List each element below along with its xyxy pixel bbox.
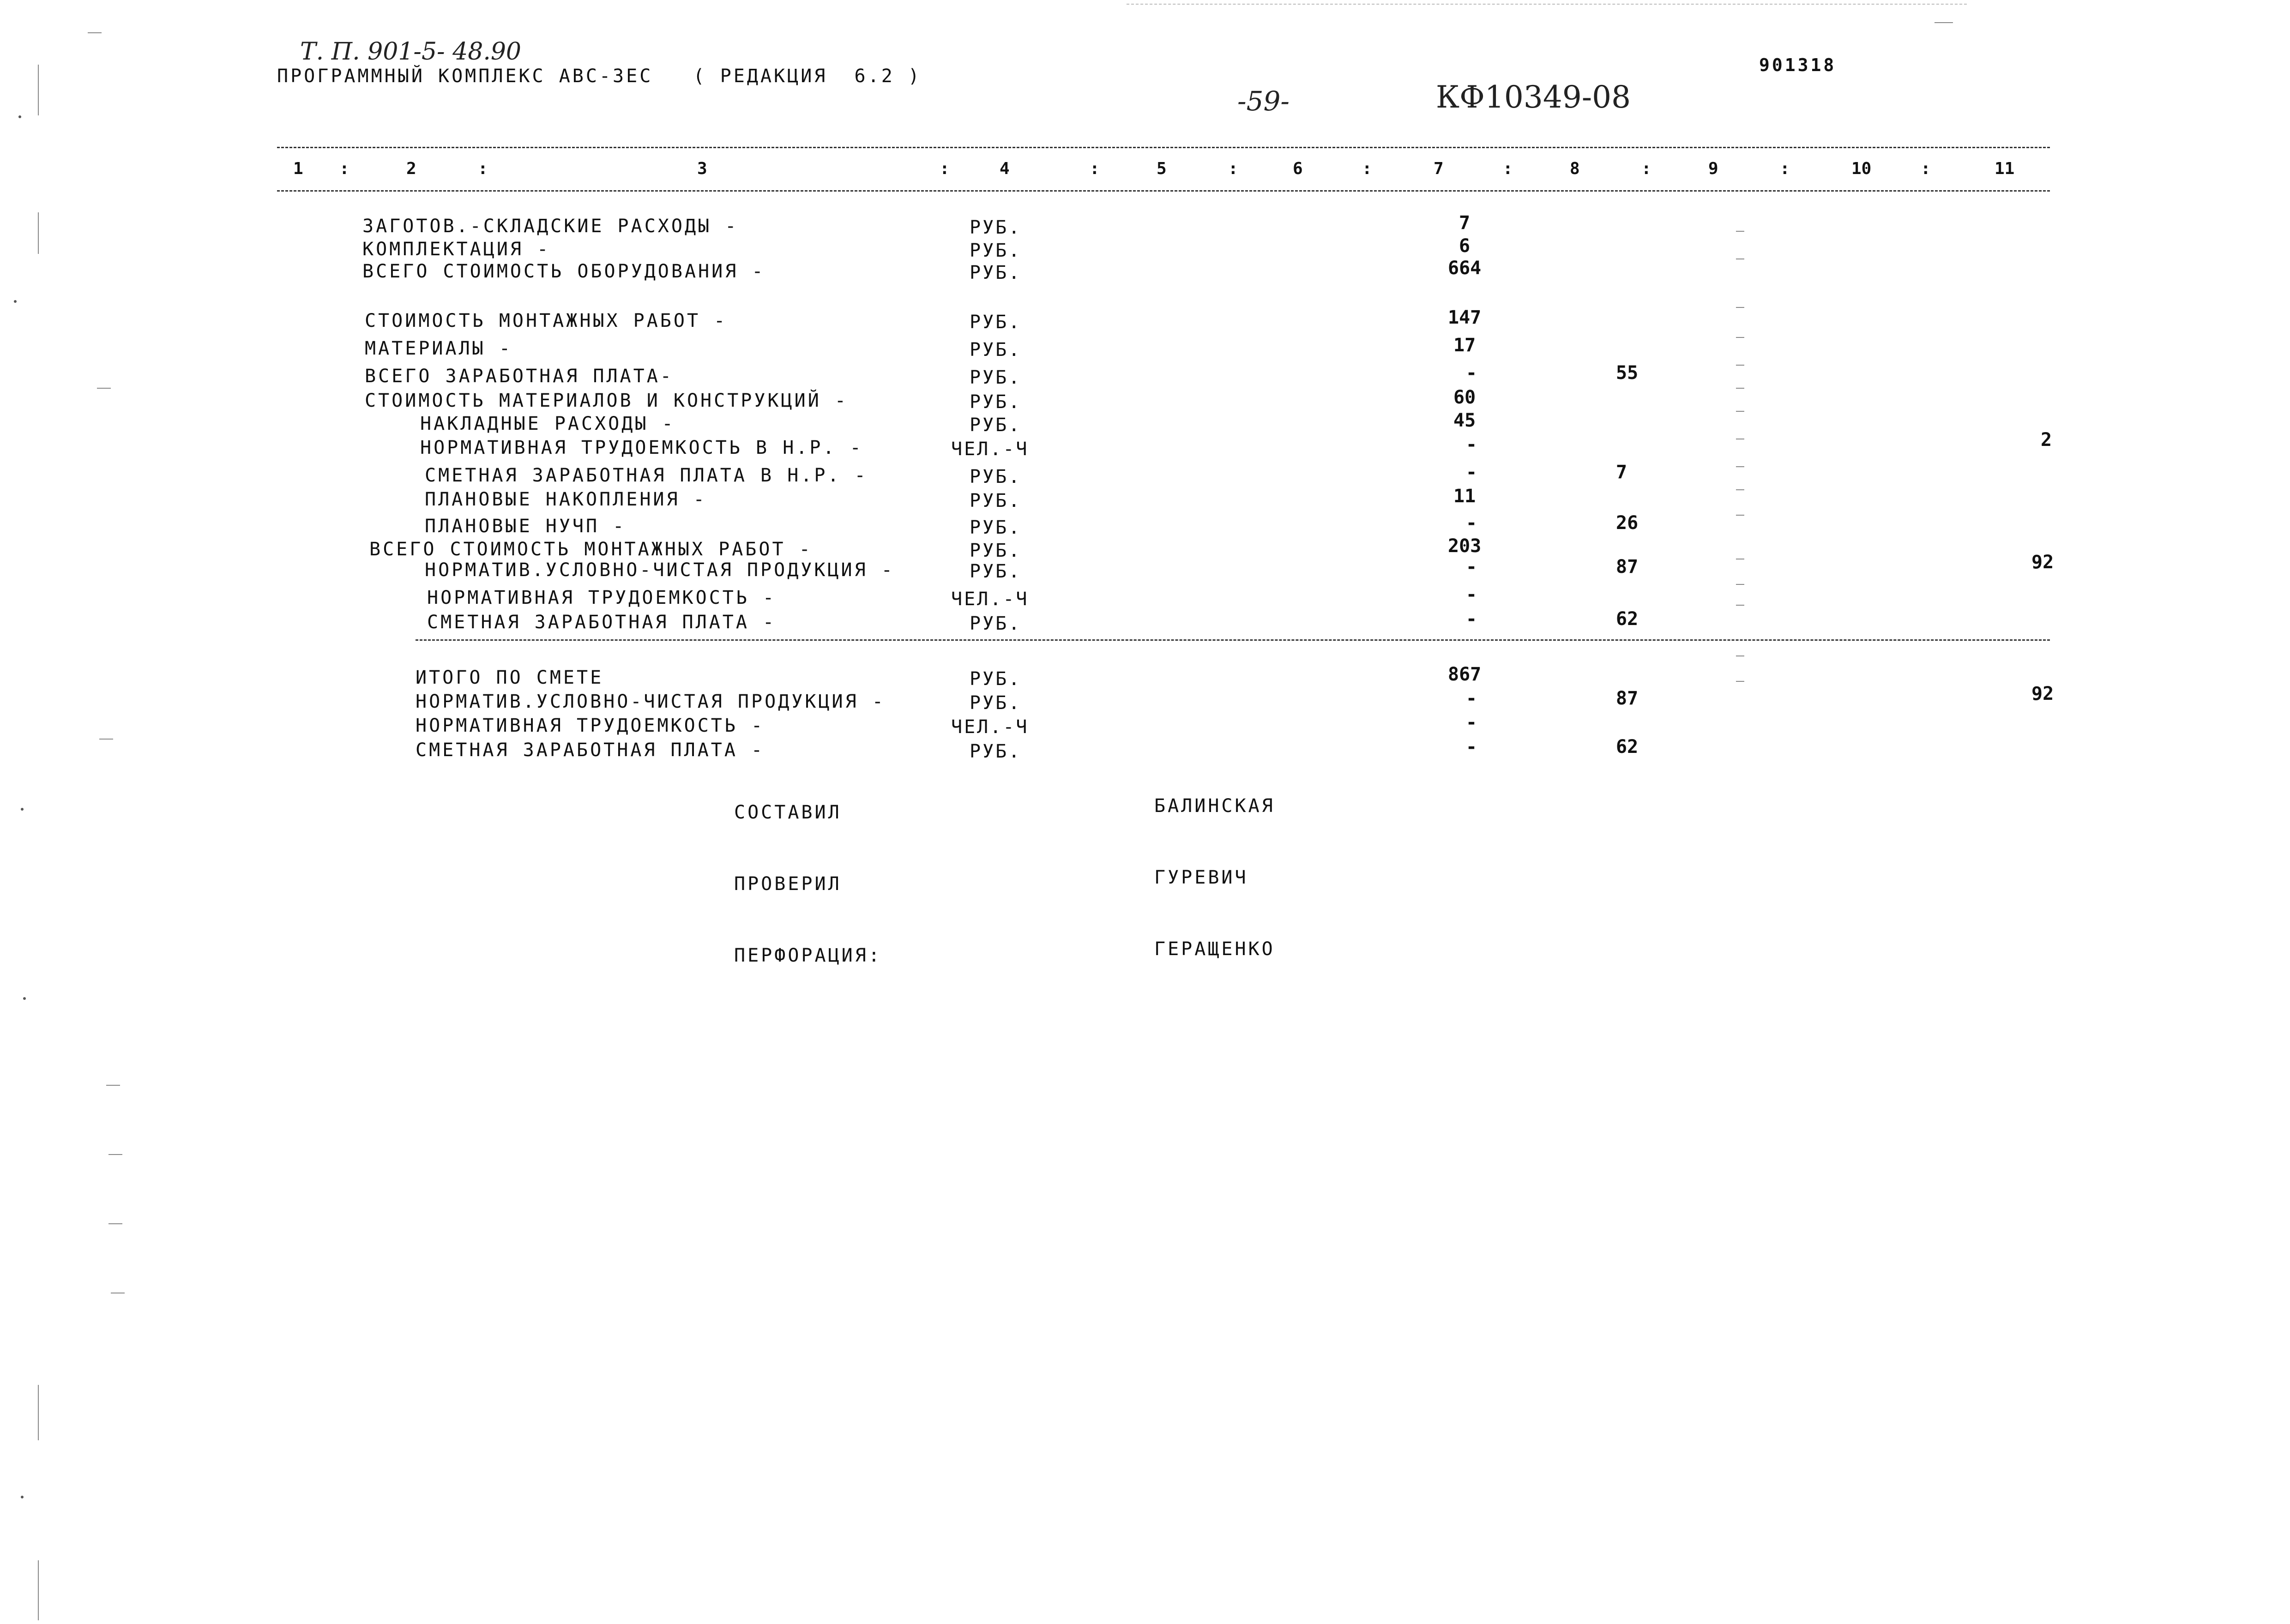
scan-mark <box>38 65 39 115</box>
row-unit: РУБ. <box>970 367 1022 388</box>
column-dash-mark <box>1736 337 1744 338</box>
col8-value: 26 <box>1616 512 1639 534</box>
column-separator: : <box>1641 159 1651 178</box>
column-dash-mark <box>1736 466 1744 467</box>
column-header-3: 3 <box>697 159 707 178</box>
row-label: СМЕТНАЯ ЗАРАБОТНАЯ ПЛАТА В Н.Р. - <box>425 465 868 486</box>
column-separator: : <box>1503 159 1513 178</box>
col7-value: 6 <box>1459 235 1470 257</box>
row-label: ВСЕГО СТОИМОСТЬ МОНТАЖНЫХ РАБОТ - <box>369 539 813 560</box>
column-header-4: 4 <box>1000 159 1010 178</box>
column-header-5: 5 <box>1157 159 1167 178</box>
col8-value: 62 <box>1616 736 1639 758</box>
scan-mark <box>38 1385 39 1440</box>
col7-value: 45 <box>1453 410 1476 431</box>
col7-value: - <box>1466 462 1477 483</box>
column-dash-mark <box>1736 681 1744 682</box>
row-unit: РУБ. <box>970 466 1022 487</box>
row-unit: РУБ. <box>970 741 1022 762</box>
column-separator: : <box>940 159 950 178</box>
col8-value: 62 <box>1616 608 1639 630</box>
column-dash-mark <box>1736 515 1744 516</box>
row-label: ВСЕГО СТОИМОСТЬ ОБОРУДОВАНИЯ - <box>362 261 765 282</box>
col7-value: 60 <box>1453 387 1476 408</box>
row-unit: ЧЕЛ.-Ч <box>951 439 1029 460</box>
row-unit: РУБ. <box>970 490 1022 511</box>
row-label: НОРМАТИВНАЯ ТРУДОЕМКОСТЬ - <box>416 715 765 736</box>
handwritten-project-code: Т. П. 901-5- 48.90 <box>300 38 522 66</box>
signature-name: БАЛИНСКАЯ <box>1154 795 1275 817</box>
col7-value: 11 <box>1453 486 1476 507</box>
row-unit: РУБ. <box>970 517 1022 538</box>
row-unit: РУБ. <box>970 262 1022 283</box>
column-header-6: 6 <box>1293 159 1303 178</box>
scan-mark <box>38 212 39 254</box>
row-unit: РУБ. <box>970 312 1022 333</box>
row-label: НОРМАТИВ.УСЛОВНО-ЧИСТАЯ ПРОДУКЦИЯ - <box>425 559 895 581</box>
row-label: ИТОГО ПО СМЕТЕ <box>416 667 604 688</box>
scan-dot <box>18 115 21 118</box>
scan-dot <box>14 300 17 303</box>
row-label: НОРМАТИВ.УСЛОВНО-ЧИСТАЯ ПРОДУКЦИЯ - <box>416 691 886 712</box>
scan-mark <box>99 739 113 740</box>
col7-value: - <box>1466 584 1477 605</box>
col11-value: 92 <box>2031 683 2054 704</box>
row-label: НАКЛАДНЫЕ РАСХОДЫ - <box>420 413 675 434</box>
row-unit: РУБ. <box>970 217 1022 238</box>
col7-value: - <box>1466 362 1477 384</box>
column-dash-mark <box>1736 388 1744 389</box>
column-header-10: 10 <box>1851 159 1872 178</box>
header-bottom-rule <box>277 190 2050 192</box>
row-unit: РУБ. <box>970 668 1022 690</box>
sheet-number: 901318 <box>1759 55 1837 75</box>
col7-value: - <box>1466 512 1477 534</box>
document-code: КФ10349-08 <box>1436 79 1631 115</box>
col7-value: 147 <box>1448 307 1482 328</box>
row-unit: РУБ. <box>970 540 1022 561</box>
column-separator: : <box>1780 159 1790 178</box>
totals-separator <box>416 639 2050 641</box>
col8-value: 87 <box>1616 688 1639 709</box>
header-top-rule <box>277 147 2050 148</box>
col7-value: - <box>1466 736 1477 758</box>
column-header-11: 11 <box>1995 159 2015 178</box>
row-unit: ЧЕЛ.-Ч <box>951 589 1029 610</box>
col7-value: - <box>1466 434 1477 455</box>
col7-value: 7 <box>1459 212 1470 234</box>
column-separator: : <box>1228 159 1238 178</box>
row-unit: РУБ. <box>970 339 1022 361</box>
scan-mark <box>97 388 111 389</box>
column-dash-mark <box>1736 307 1744 308</box>
col7-value: - <box>1466 688 1477 709</box>
row-unit: РУБ. <box>970 692 1022 714</box>
col11-value: 92 <box>2031 552 2054 573</box>
signature-name: ГУРЕВИЧ <box>1154 867 1248 888</box>
column-header-8: 8 <box>1570 159 1580 178</box>
col11-value: 2 <box>2041 429 2052 451</box>
scan-mark <box>106 1085 120 1086</box>
column-header-2: 2 <box>406 159 416 178</box>
column-dash-mark <box>1736 411 1744 412</box>
row-label: КОМПЛЕКТАЦИЯ - <box>362 239 551 260</box>
col7-value: - <box>1466 712 1477 733</box>
row-label: МАТЕРИАЛЫ - <box>365 338 512 359</box>
row-label: ЗАГОТОВ.-СКЛАДСКИЕ РАСХОДЫ - <box>362 216 739 237</box>
column-separator: : <box>478 159 488 178</box>
scan-dot <box>23 997 26 1000</box>
row-unit: РУБ. <box>970 391 1022 413</box>
signature-role: СОСТАВИЛ <box>734 802 842 823</box>
col8-value: 7 <box>1616 462 1627 483</box>
column-separator: : <box>1362 159 1372 178</box>
column-dash-mark <box>1736 584 1744 585</box>
column-separator: : <box>1921 159 1931 178</box>
col7-value: 867 <box>1448 664 1482 685</box>
row-label: ПЛАНОВЫЕ НУЧП - <box>425 516 627 537</box>
row-unit: ЧЕЛ.-Ч <box>951 716 1029 738</box>
column-header-7: 7 <box>1434 159 1444 178</box>
row-unit: РУБ. <box>970 240 1022 261</box>
signature-role: ПРОВЕРИЛ <box>734 873 842 895</box>
scan-dot <box>21 1496 24 1498</box>
scan-mark <box>88 32 102 33</box>
col7-value: - <box>1466 608 1477 630</box>
col8-value: 55 <box>1616 362 1639 384</box>
scan-mark <box>108 1223 122 1224</box>
row-label: НОРМАТИВНАЯ ТРУДОЕМКОСТЬ - <box>427 587 777 608</box>
row-label: СМЕТНАЯ ЗАРАБОТНАЯ ПЛАТА - <box>416 740 765 761</box>
page-number: -59- <box>1237 85 1290 117</box>
row-label: СТОИМОСТЬ МОНТАЖНЫХ РАБОТ - <box>365 310 728 331</box>
row-label: ВСЕГО ЗАРАБОТНАЯ ПЛАТА- <box>365 366 674 387</box>
col7-value: 17 <box>1453 335 1476 356</box>
scan-mark <box>108 1154 122 1155</box>
col8-value: 87 <box>1616 556 1639 577</box>
col7-value: 203 <box>1448 535 1482 557</box>
column-dash-mark <box>1736 489 1744 490</box>
row-unit: РУБ. <box>970 415 1022 436</box>
column-dash-mark <box>1736 231 1744 232</box>
row-unit: РУБ. <box>970 613 1022 634</box>
row-label: ПЛАНОВЫЕ НАКОПЛЕНИЯ - <box>425 489 707 510</box>
col7-value: - <box>1466 556 1477 577</box>
column-dash-mark <box>1736 605 1744 606</box>
row-label: СТОИМОСТЬ МАТЕРИАЛОВ И КОНСТРУКЦИЙ - <box>365 390 848 411</box>
col7-value: 664 <box>1448 258 1482 279</box>
column-dash-mark <box>1736 365 1744 366</box>
column-separator: : <box>339 159 350 178</box>
column-separator: : <box>1090 159 1100 178</box>
program-line: ПРОГРАММНЫЙ КОМПЛЕКС АВС-ЗЕС ( РЕДАКЦИЯ 6.2 ) <box>277 66 922 87</box>
scan-mark <box>38 1560 39 1620</box>
scan-dot <box>21 808 24 811</box>
signature-role: ПЕРФОРАЦИЯ: <box>734 945 882 966</box>
row-label: СМЕТНАЯ ЗАРАБОТНАЯ ПЛАТА - <box>427 612 777 633</box>
mark <box>1934 22 1953 23</box>
top-rule <box>1127 4 1967 5</box>
column-header-9: 9 <box>1708 159 1718 178</box>
column-header-1: 1 <box>293 159 303 178</box>
signature-name: ГЕРАЩЕНКО <box>1154 938 1275 960</box>
row-label: НОРМАТИВНАЯ ТРУДОЕМКОСТЬ В Н.Р. - <box>420 437 863 458</box>
row-unit: РУБ. <box>970 561 1022 582</box>
